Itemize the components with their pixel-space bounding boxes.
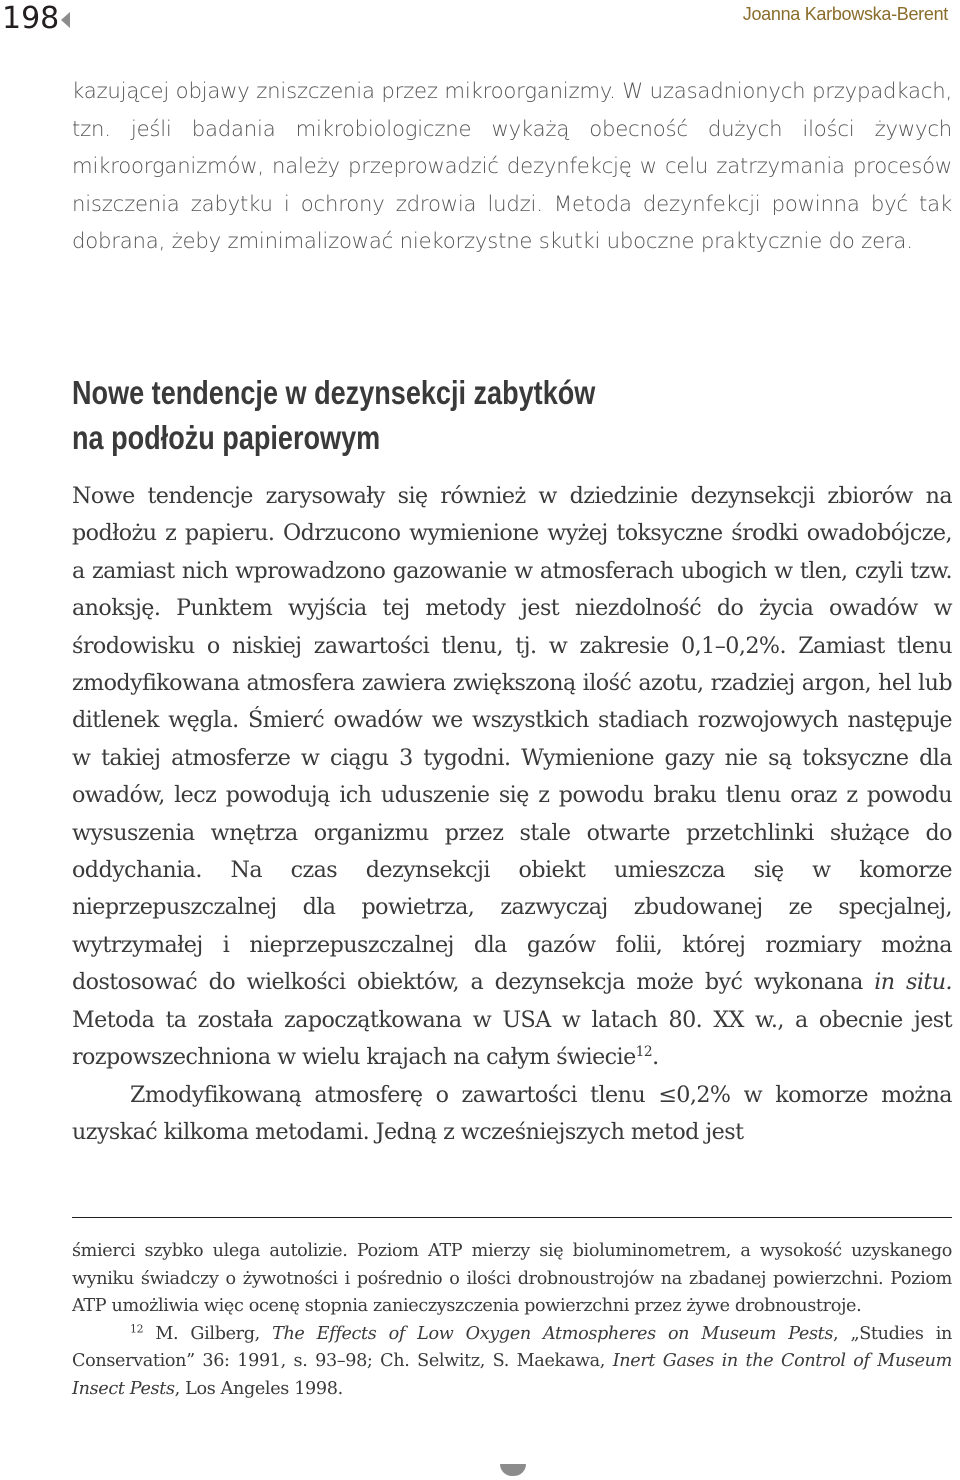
body-p1-text: Nowe tendencje zarysowały się również w dziedzinie dezynsekcji zbiorów na podłożu z papieru. Odrzucono wymienione wyżej toksyczne środki owadobójcze, a zamiast nich wprowadzono gazowanie w atmosferach ubogich w tlen, czyli tzw. anoksję. Punktem wyjścia tej metody jest niezdolność do życia owadów w środowisku o niskiej zawartości tlenu, tj. w zakresie 0,1–0,2%. Zamiast tlenu zmodyfikowana atmosfera zawiera zwiększoną ilość azotu, rzadziej argon, hel lub ditlenek węgla. Śmierć owadów we wszystkich stadiach rozwojowych następuje w takiej atmosferze w ciągu 3 tygodni. Wymienione gazy nie są toksyczne dla owadów, lecz powodują ich uduszenie się z powodu braku tlenu oraz z powodu wysuszenia wnętrza organizmu przez stale otwarte przetchlinki służące do oddychania. Na czas dezynsekcji obiekt umieszcza się w komorze nieprzepuszczalnej dla powietrza, zazwyczaj zbudowanej ze specjalnej, wytrzymałej i nieprzepuszczalnej dla gazów folii, której rozmiary można dostosować do wielkości obiektów, a dezynsekcja może być wykonana	[72, 483, 952, 996]
body-p1-italic: in situ.	[874, 969, 953, 996]
page-marker-icon	[61, 12, 70, 28]
footnote-12-text-2: , „Studies in Conservation” 36: 1991, s. 93–98; Ch. Selwitz, S. Maekawa,	[72, 1323, 952, 1371]
section-heading-line-2: na podłożu papierowym	[72, 419, 381, 456]
section-body	[72, 478, 952, 1151]
footnote-12	[72, 1321, 952, 1404]
section-heading-line-1: Nowe tendencje w dezynsekcji zabytków	[72, 374, 596, 411]
footnote-12-title-2: Inert Gases in the Control of Museum Insect Pests	[72, 1351, 952, 1399]
footnote-12-number: 12	[130, 1321, 144, 1335]
intro-paragraph-block	[72, 72, 952, 260]
footnotes-block	[72, 1238, 952, 1403]
page-header	[0, 0, 960, 40]
running-head-author: Joanna Karbowska-Berent	[742, 4, 948, 24]
body-paragraph-2: Zmodyfikowaną atmosferę o zawartości tlenu ≤0,2% w komorze można uzyskać kilkoma metodami. Jedną z wcześniejszych metod jest	[72, 1081, 952, 1145]
footnote-ref-12[interactable]: 12	[635, 1043, 653, 1060]
body-p1-end: .	[652, 1044, 659, 1071]
footnote-continuation: śmierci szybko ulega autolizie. Poziom ATP mierzy się bioluminometrem, a wysokość uzyskanego wyniku świadczy o żywotności i pośrednio o ilości drobnoustrojów na zbadanej powierzchni. Poziom ATP umożliwia więc ocenę stopnia zanieczyszczenia powierzchni przez żywe drobnoustroje.	[72, 1241, 952, 1316]
footnote-12-text-1: M. Gilberg,	[143, 1323, 273, 1344]
footnote-12-text-3: , Los Angeles 1998.	[174, 1378, 343, 1399]
body-p1-text-cont: Metoda ta została zapoczątkowana w USA w latach 80. XX w., a obecnie jest rozpowszechniona w wielu krajach na całym świecie	[72, 1006, 952, 1071]
footnote-divider	[72, 1217, 952, 1218]
intro-paragraph: kazującej objawy zniszczenia przez mikroorganizmy. W uzasadnionych przypadkach, tzn. jeśli badania mikrobiologiczne wykażą obecność dużych ilości żywych mikroorganizmów, należy przeprowadzić dezynfekcję w celu zatrzymania procesów niszczenia zabytku i ochrony zdrowia ludzi. Metoda dezynfekcji powinna być tak dobrana, żeby zminimalizować niekorzystne skutki uboczne praktycznie do zera.	[72, 78, 952, 254]
footnote-12-title-1: The Effects of Low Oxygen Atmospheres on Museum Pests	[272, 1323, 834, 1344]
footer-ornament-icon	[500, 1464, 526, 1476]
body-paragraph-1	[72, 478, 952, 1077]
section-heading	[72, 370, 794, 460]
page-number: 198	[2, 1, 60, 36]
